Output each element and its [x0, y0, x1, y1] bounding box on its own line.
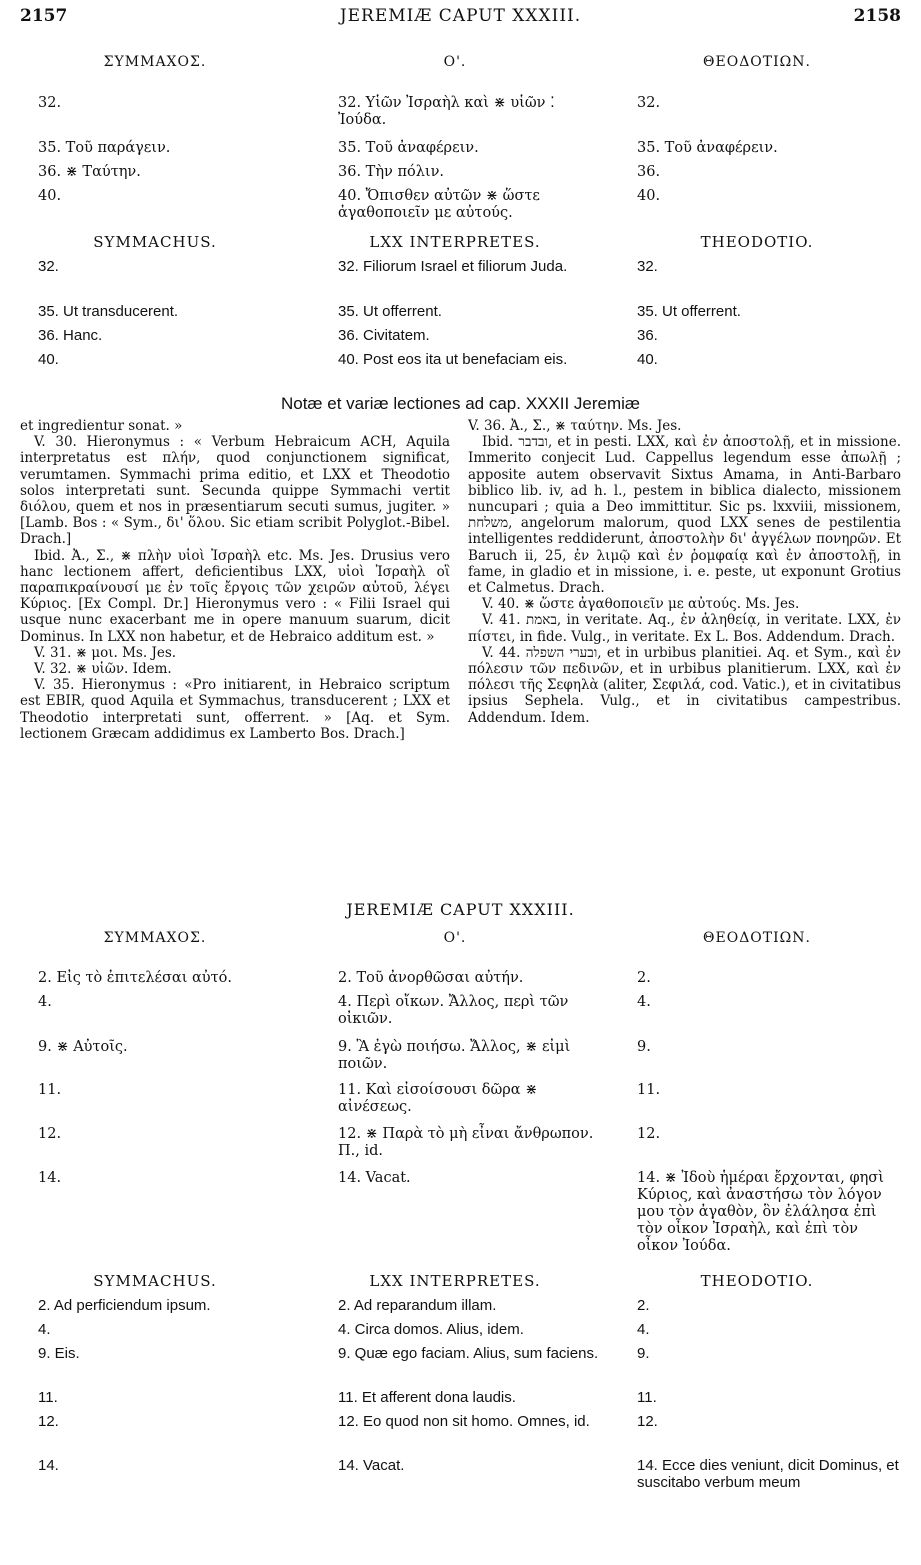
ch32-greek-sym-cell: 32.: [38, 95, 62, 111]
ch33-latin-sym-cell: 9. Eis.: [38, 1345, 80, 1362]
ch32-greek-column-head: ΣΥΜΜΑΧΟΣ.: [103, 54, 207, 70]
ch33-greek-theo-cell: 4.: [637, 994, 651, 1010]
note-paragraph: V. 35. Hieronymus : «Pro initiarent, in Hebraico scriptum est EBIR, quod Aquila et Symmachus, transducerent ; LXX et Theodotio interpretati sunt, offerrent. » [Aq. et Sym. lectionem Græcam addidimus ex Lamberto Bos. Drach.]: [20, 677, 450, 742]
ch33-greek-sym-cell: 9. ⋇ Αὐτοῖς.: [38, 1039, 128, 1055]
note-paragraph: V. 30. Hieronymus : « Verbum Hebraicum ACH, Aquila interpretatus est πλήν, quod conjunctionem significat, verumtamen. Symmachi prima editio, et LXX et Theodotio solos interpretati sunt. Secunda quippe Symmachi vertit διόλου, quem et nos in præsentiarum secuti sumus, jugiter. » [Lamb. Bos : « Sym., δι' ὅλου. Sic etiam scribit Polyglot.-Bibel. Drach.]: [20, 434, 450, 548]
ch33-greek-sym-cell: 4.: [38, 994, 52, 1010]
note-paragraph: V. 32. ⋇ υἱῶν. Idem.: [34, 661, 172, 678]
ch32-latin-lxx-cell: 32. Filiorum Israel et filiorum Juda.: [338, 258, 568, 275]
ch33-greek-sym-cell: 2. Εἰς τὸ ἐπιτελέσαι αὐτό.: [38, 970, 232, 986]
ch33-greek-theo-cell: 2.: [637, 970, 651, 986]
ch32-greek-sym-cell: 40.: [38, 188, 62, 204]
ch33-greek-column-head: ΣΥΜΜΑΧΟΣ.: [103, 930, 207, 946]
ch33-latin-lxx-cell: 2. Ad reparandum illam.: [338, 1297, 497, 1314]
ch33-latin-lxx-cell: 4. Circa domos. Alius, idem.: [338, 1321, 524, 1338]
ch33-latin-lxx-cell: 9. Quæ ego faciam. Alius, sum faciens.: [338, 1345, 599, 1362]
note-paragraph: V. 31. ⋇ μοι. Ms. Jes.: [34, 644, 177, 661]
running-header: [20, 6, 901, 32]
note-paragraph: V. 44. ובערי השפלה, et in urbibus planitiei. Aq. et Sym., καὶ ἐν πόλεσιν τῶν πεδινῶν, et in urbibus planitierum. LXX, καὶ ἐν πόλεσι τῆς Σεφηλὰ (aliter, Σεφιλά, cod. Vatic.), et in civitatibus ipsius Sephela. Vulg., et in civitatibus campestribus. Addendum. Idem.: [468, 644, 901, 726]
ch33-latin-theo-cell: 4.: [637, 1321, 650, 1338]
note-paragraph: V. 36. Ἀ., Σ., ⋇ ταύτην. Ms. Jes.: [468, 418, 682, 434]
note-paragraph: et ingredientur sonat. »: [20, 418, 183, 434]
ch33-greek-lxx-cell: 4. Περὶ οἴκων. Ἄλλος, περὶ τῶν οἰκιῶν.: [338, 994, 569, 1027]
ch32-latin-column-head: SYMMACHUS.: [93, 233, 217, 251]
ch33-latin-sym-cell: 4.: [38, 1321, 51, 1338]
page-number-right: 2158: [853, 6, 901, 26]
ch33-greek-theo-cell: 14. ⋇ Ἰδοὺ ἡμέραι ἔρχονται, φησὶ Κύριος, καὶ ἀναστήσω τὸν λόγον μου τὸν ἀγαθὸν, ὃν ἐλάλησα ἐπὶ τὸν οἶκον Ἰσραὴλ, καὶ ἐπὶ τὸν οἶκον Ἰούδα.: [637, 1170, 884, 1254]
ch33-latin-lxx-cell: 14. Vacat.: [338, 1457, 405, 1474]
ch33-latin-lxx-cell: 12. Eo quod non sit homo. Omnes, id.: [338, 1413, 590, 1430]
ch32-latin-lxx-cell: 35. Ut offerrent.: [338, 303, 442, 320]
ch32-greek-lxx-cell: 40. Ὄπισθεν αὐτῶν ⋇ ὥστε ἀγαθοποιεῖν με αὐτούς.: [338, 188, 540, 221]
ch33-greek-lxx-cell: 14. Vacat.: [338, 1170, 411, 1186]
ch33-latin-sym-cell: 12.: [38, 1413, 59, 1430]
ch32-greek-lxx-cell: 32. Υἱῶν Ἰσραὴλ καὶ ⋇ υἱῶν ⁚ Ἰούδα.: [338, 95, 555, 128]
ch33-greek-sym-cell: 14.: [38, 1170, 62, 1186]
ch32-latin-sym-cell: 32.: [38, 258, 59, 275]
ch32-latin-sym-cell: 36. Hanc.: [38, 327, 103, 344]
ch32-greek-lxx-cell: 36. Τὴν πόλιν.: [338, 164, 445, 180]
ch32-greek-sym-cell: 35. Τοῦ παράγειν.: [38, 140, 171, 156]
ch33-greek-column-head: ΘΕΟΔΟΤΙΩΝ.: [703, 930, 811, 946]
ch32-latin-lxx-cell: 40. Post eos ita ut benefaciam eis.: [338, 351, 568, 368]
notes-title: Notæ et variæ lectiones ad cap. XXXII Jeremiæ: [280, 394, 641, 413]
ch33-latin-theo-cell: 14. Ecce dies veniunt, dicit Dominus, et suscitabo verbum meum: [637, 1457, 899, 1491]
ch32-latin-sym-cell: 40.: [38, 351, 59, 368]
ch32-greek-lxx-cell: 35. Τοῦ ἀναφέρειν.: [338, 140, 479, 156]
ch32-latin-theo-cell: 35. Ut offerrent.: [637, 303, 741, 320]
ch32-latin-theo-cell: 32.: [637, 258, 658, 275]
running-title: JEREMIÆ CAPUT XXXIII.: [339, 6, 582, 26]
ch32-latin-column-head: THEODOTIO.: [700, 233, 814, 251]
ch33-greek-theo-cell: 11.: [637, 1082, 661, 1098]
note-paragraph: Ibid. Ἀ., Σ., ⋇ πλὴν υἱοὶ Ἰσραὴλ etc. Ms. Jes. Drusius vero hanc lectionem affert, deficientibus LXX, υἱοὶ Ἰσραὴλ οἳ παραπικραίνουσί με ἐν τοῖς ἔργοις τῶν χειρῶν αὐτοῦ, λέγει Κύριος. [Ex Compl. Dr.] Hieronymus vero : « Filii Israel qui usque nunc exacerbant me in opere manuum suarum, dicit Dominus. In LXX non habetur, et de Hebraico additum est. »: [20, 547, 450, 645]
ch33-latin-lxx-cell: 11. Et afferent dona laudis.: [338, 1389, 516, 1406]
ch32-latin-column-head: LXX INTERPRETES.: [369, 233, 541, 251]
ch32-latin-lxx-cell: 36. Civitatem.: [338, 327, 430, 344]
ch33-latin-column-head: THEODOTIO.: [700, 1272, 814, 1290]
ch32-greek-theo-cell: 32.: [637, 95, 661, 111]
notes-right-column: [468, 418, 901, 726]
note-paragraph: V. 40. ⋇ ὥστε ἀγαθοποιεῖν με αὐτούς. Ms. Jes.: [482, 596, 800, 613]
ch32-greek-column-head: ΘΕΟΔΟΤΙΩΝ.: [703, 54, 811, 70]
ch32-latin-theo-cell: 36.: [637, 327, 658, 344]
notes-left-column: [20, 418, 450, 742]
ch33-greek-sym-cell: 11.: [38, 1082, 62, 1098]
ch32-greek-sym-cell: 36. ⋇ Ταύτην.: [38, 164, 141, 180]
ch32-latin-theo-cell: 40.: [637, 351, 658, 368]
ch32-greek-theo-cell: 36.: [637, 164, 661, 180]
note-paragraph: V. 41. באמת, in veritate. Aq., ἐν ἀληθείᾳ, in veritate. LXX, ἐν πίστει, in fide. Vulg., in veritate. Ex L. Bos. Addendum. Drach.: [468, 612, 902, 645]
ch32-greek-column-head: Ο'.: [443, 54, 467, 70]
ch33-greek-theo-cell: 9.: [637, 1039, 651, 1055]
ch32-greek-theo-cell: 40.: [637, 188, 661, 204]
ch33-latin-sym-cell: 14.: [38, 1457, 59, 1474]
note-paragraph: Ibid. ובדבר, et in pesti. LXX, καὶ ἐν ἀποστολῇ, et in missione. Immerito conjecit Lud. Cappellus legendum esse ἀπωλῇ ; apposite autem observavit Sixtus Amama, in Anti-Barbaro biblico lib. iv, ad h. l., pestem in biblica dialecto, missionem nuncupari ; quia a Deo immittitur. Sic ps. lxxviii, missionem, משלחת, angelorum malorum, quod LXX senes de pestilentia intelligentes reddiderunt, ἀποστολὴν δι' ἀγγέλων πονηρῶν. Et Baruch ii, 25, ἐν λιμῷ καὶ ἐν ῥομφαίᾳ καὶ ἐν ἀποστολῇ, in fame, in gladio et in missione, i. e. peste, ut exponunt Grotius et Calmetus. Drach.: [468, 434, 901, 597]
ch33-greek-lxx-cell: 9. Ἃ ἐγὼ ποιήσω. Ἄλλος, ⋇ εἰμὶ ποιῶν.: [338, 1039, 571, 1072]
chapter-33-title: JEREMIÆ CAPUT XXXIII.: [346, 900, 575, 919]
ch33-greek-lxx-cell: 11. Καὶ εἰσοίσουσι δῶρα ⋇ αἰνέσεως.: [338, 1082, 538, 1115]
ch33-greek-theo-cell: 12.: [637, 1126, 661, 1142]
ch33-greek-lxx-cell: 2. Τοῦ ἀνορθῶσαι αὐτήν.: [338, 970, 524, 986]
ch33-latin-column-head: SYMMACHUS.: [93, 1272, 217, 1290]
ch33-greek-column-head: Ο'.: [443, 930, 467, 946]
ch33-latin-sym-cell: 2. Ad perficiendum ipsum.: [38, 1297, 211, 1314]
ch33-latin-theo-cell: 2.: [637, 1297, 650, 1314]
ch33-latin-column-head: LXX INTERPRETES.: [369, 1272, 541, 1290]
page-number-left: 2157: [20, 6, 68, 26]
ch33-greek-lxx-cell: 12. ⋇ Παρὰ τὸ μὴ εἶναι ἄνθρωπον. Π., id.: [338, 1126, 594, 1159]
ch32-latin-sym-cell: 35. Ut transducerent.: [38, 303, 179, 320]
ch33-latin-sym-cell: 11.: [38, 1389, 58, 1406]
ch33-latin-theo-cell: 9.: [637, 1345, 650, 1362]
ch33-latin-theo-cell: 11.: [637, 1389, 657, 1406]
ch33-greek-sym-cell: 12.: [38, 1126, 62, 1142]
ch32-greek-theo-cell: 35. Τοῦ ἀναφέρειν.: [637, 140, 778, 156]
ch33-latin-theo-cell: 12.: [637, 1413, 658, 1430]
